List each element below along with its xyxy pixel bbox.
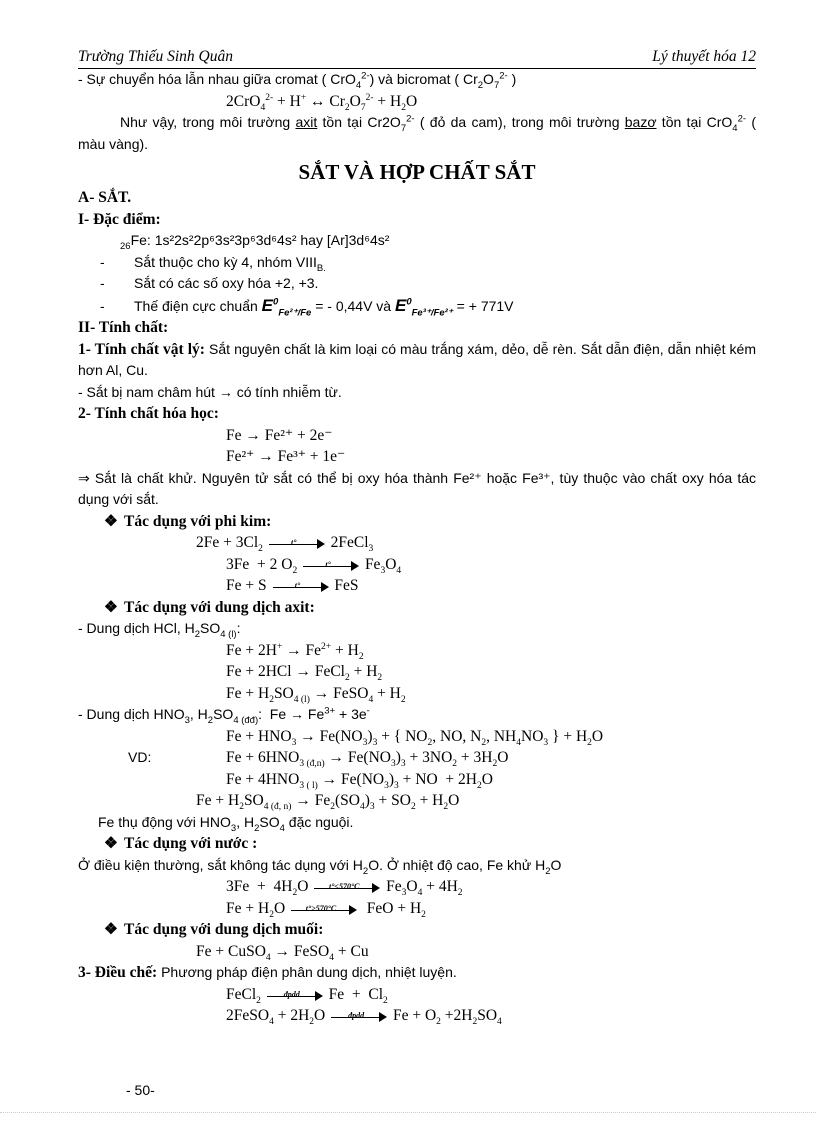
nonmetal-heading: ❖ Tác dụng với phi kim:	[78, 511, 756, 533]
salt-heading: ❖ Tác dụng với dung dịch muối:	[78, 919, 756, 941]
preparation: 3- Điều chế: Phương pháp điện phân dung dịch, nhiệt luyện.	[78, 964, 457, 981]
reaction-example-1: VD: $Fe + 6HNO_{3 (đ,n)} \to Fe(NO_3)_3 + 3NO_2 + 3H_2O$	[128, 749, 509, 770]
reaction-fe-hno3-general: $Fe + HNO_3 \to Fe(NO_3)_3$ + { $NO_2$, NO, $N_2$, $NH_4NO_3$ } + $H_2O$	[226, 727, 604, 748]
heat-arrow-icon: t°	[273, 579, 329, 593]
reaction-fe-s: Fe + S t° FeS	[226, 577, 359, 594]
reaction-fe-cl2: $2Fe + 3Cl_2$ t° 2FeCl$_3$	[196, 534, 374, 555]
electrolysis-arrow-icon: đpdd	[267, 988, 323, 1002]
section-properties: II- Tính chất:	[78, 319, 169, 336]
page-number: - 50-	[126, 1082, 155, 1098]
reaction-fe-water-high: $Fe + H_2O$ t°>570°C FeO + $H_2$	[226, 899, 426, 920]
heat-arrow-icon: t°>570°C	[291, 902, 357, 916]
page-header	[78, 48, 756, 69]
acid-sub-1: - Dung dịch HCl, $H_2SO_{4 (l)}$:	[78, 620, 241, 640]
heat-arrow-icon: t°<570°C	[314, 880, 380, 894]
conclusion: ⇒ Sắt là chất khử. Nguyên tử sắt có thể bị oxy hóa thành Fe²⁺ hoặc Fe³⁺, tùy thuộc vào chất oxy hóa tác dụng với sắt.	[78, 469, 756, 507]
reaction-fe-o2: 3Fe + 2 $O_2$ t° $Fe_3O_4$	[226, 555, 402, 576]
passivation-note: Fe thụ động với $HNO_3$, $H_2SO_4$ đặc nguội.	[98, 813, 354, 834]
feature-item: - Sắt thuộc cho kỳ 4, nhóm $VIII_{B.}$	[100, 253, 326, 274]
reaction-fe-hcl: Fe + 2HCl → FeCl$_2$ + $H_2$	[226, 663, 383, 684]
intro-paragraph: Như vậy, trong môi trường axit tồn tại $Cr2O_7^{2-}$ ( đỏ da cam), trong môi trường bazơ tồn tại CrO$_4^{2-}$ ( màu vàng).	[78, 113, 756, 152]
page	[78, 48, 756, 1027]
heat-arrow-icon: t°	[303, 558, 359, 572]
intro-line: - Sự chuyển hóa lẫn nhau giữa cromat ( CrO$_4^{2-}$) và bicromat ( $Cr_2O_7^{2-}$ )	[78, 70, 517, 91]
diamond-bullet-icon: ❖	[104, 835, 118, 852]
diamond-bullet-icon: ❖	[104, 598, 118, 616]
electrolysis-arrow-icon: đpdd	[331, 1009, 387, 1023]
chemical-properties-heading: 2- Tính chất hóa học:	[78, 405, 219, 422]
reaction-example-2: $Fe + 4HNO_{3 ( l)} \to Fe(NO_3)_3$ + NO + $2H_2O$	[226, 770, 493, 791]
acid-sub-2: - Dung dịch $HNO_3$, $H_2SO_{4 (đđ)}$: $Fe \to Fe^{3+} + 3e^-$	[78, 705, 370, 726]
chromate-equation: 2CrO$_4^{2-}$ + H+ ↔ $Cr_2O_7^{2-} + H_2O$	[226, 92, 418, 113]
section-characteristics: I- Đặc điểm:	[78, 210, 161, 228]
physical-properties: 1- Tính chất vật lý: Sắt nguyên chất là kim loại có màu trắng xám, dẻo, dễ rèn. Sắt dẫn điện, dẫn nhiệt kém hơn Al, Cu.	[78, 340, 756, 378]
oxidation-reaction-2: Fe²⁺ → Fe³⁺ + 1e⁻	[226, 448, 346, 465]
diamond-bullet-icon: ❖	[104, 921, 118, 938]
water-text: Ở điều kiện thường, sắt không tác dụng với $H_2O$. Ở nhiệt độ cao, Fe khử $H_2O$	[78, 856, 562, 877]
reaction-fe-water-low: $3Fe + 4H_2O$ t°<570°C $Fe_3O_4 + 4H_2$	[226, 878, 463, 899]
page-title: SẮT VÀ HỢP CHẤT SẮT	[298, 160, 536, 184]
diamond-bullet-icon: ❖	[104, 512, 118, 530]
reaction-electrolysis-fecl2: FeCl$_2$ đpdd $Fe + Cl_2$	[226, 985, 388, 1006]
heat-arrow-icon: t°	[269, 536, 325, 550]
reaction-fe-h2so4: $Fe + H_2SO_{4 (l)}$ → FeSO$_4$ + $H_2$	[226, 684, 406, 705]
header-school: Trường Thiếu Sinh Quân	[78, 48, 233, 65]
header-subject: Lý thuyết hóa 12	[652, 48, 756, 65]
feature-item: - Thế điện cực chuẩn $E^0_{Fe^{2+}/Fe}$ = - 0,44V và $E^0_{Fe^{3+}/Fe^{2+}}$ = + 771V	[100, 295, 514, 318]
oxidation-reaction-1: Fe → Fe²⁺ + 2e⁻	[226, 426, 333, 444]
water-heading: ❖ Tác dụng với nước :	[78, 833, 756, 855]
section-a: A- SẮT.	[78, 189, 132, 206]
reaction-fe-h: $Fe + 2H^+ \to Fe^{2+} + H_2$	[226, 641, 364, 662]
magnetic-property: - Sắt bị nam châm hút → có tính nhiễm từ.	[78, 383, 342, 400]
reaction-electrolysis-feso4: 2FeSO$_4$ + $2H_2O$ đpdd $Fe + O_2 +2H_2SO_4$	[226, 1007, 502, 1028]
reaction-fe-cuso4: Fe + CuSO$_4$ → FeSO$_4$ + Cu	[196, 942, 369, 963]
reaction-example-3: $Fe + H_2SO_{4 (đ, n)} \to Fe_2(SO_4)_3 + SO_2 + H_2O$	[196, 792, 460, 813]
acid-heading: ❖ Tác dụng với dung dịch axit:	[78, 597, 756, 619]
electron-config: $_{26}$Fe: 1s²2s²2p⁶3s²3p⁶3d⁶4s² hay [Ar]3d⁶4s²	[120, 232, 390, 252]
page-edge	[0, 1112, 816, 1113]
feature-item: - Sắt có các số oxy hóa +2, +3.	[100, 275, 319, 291]
